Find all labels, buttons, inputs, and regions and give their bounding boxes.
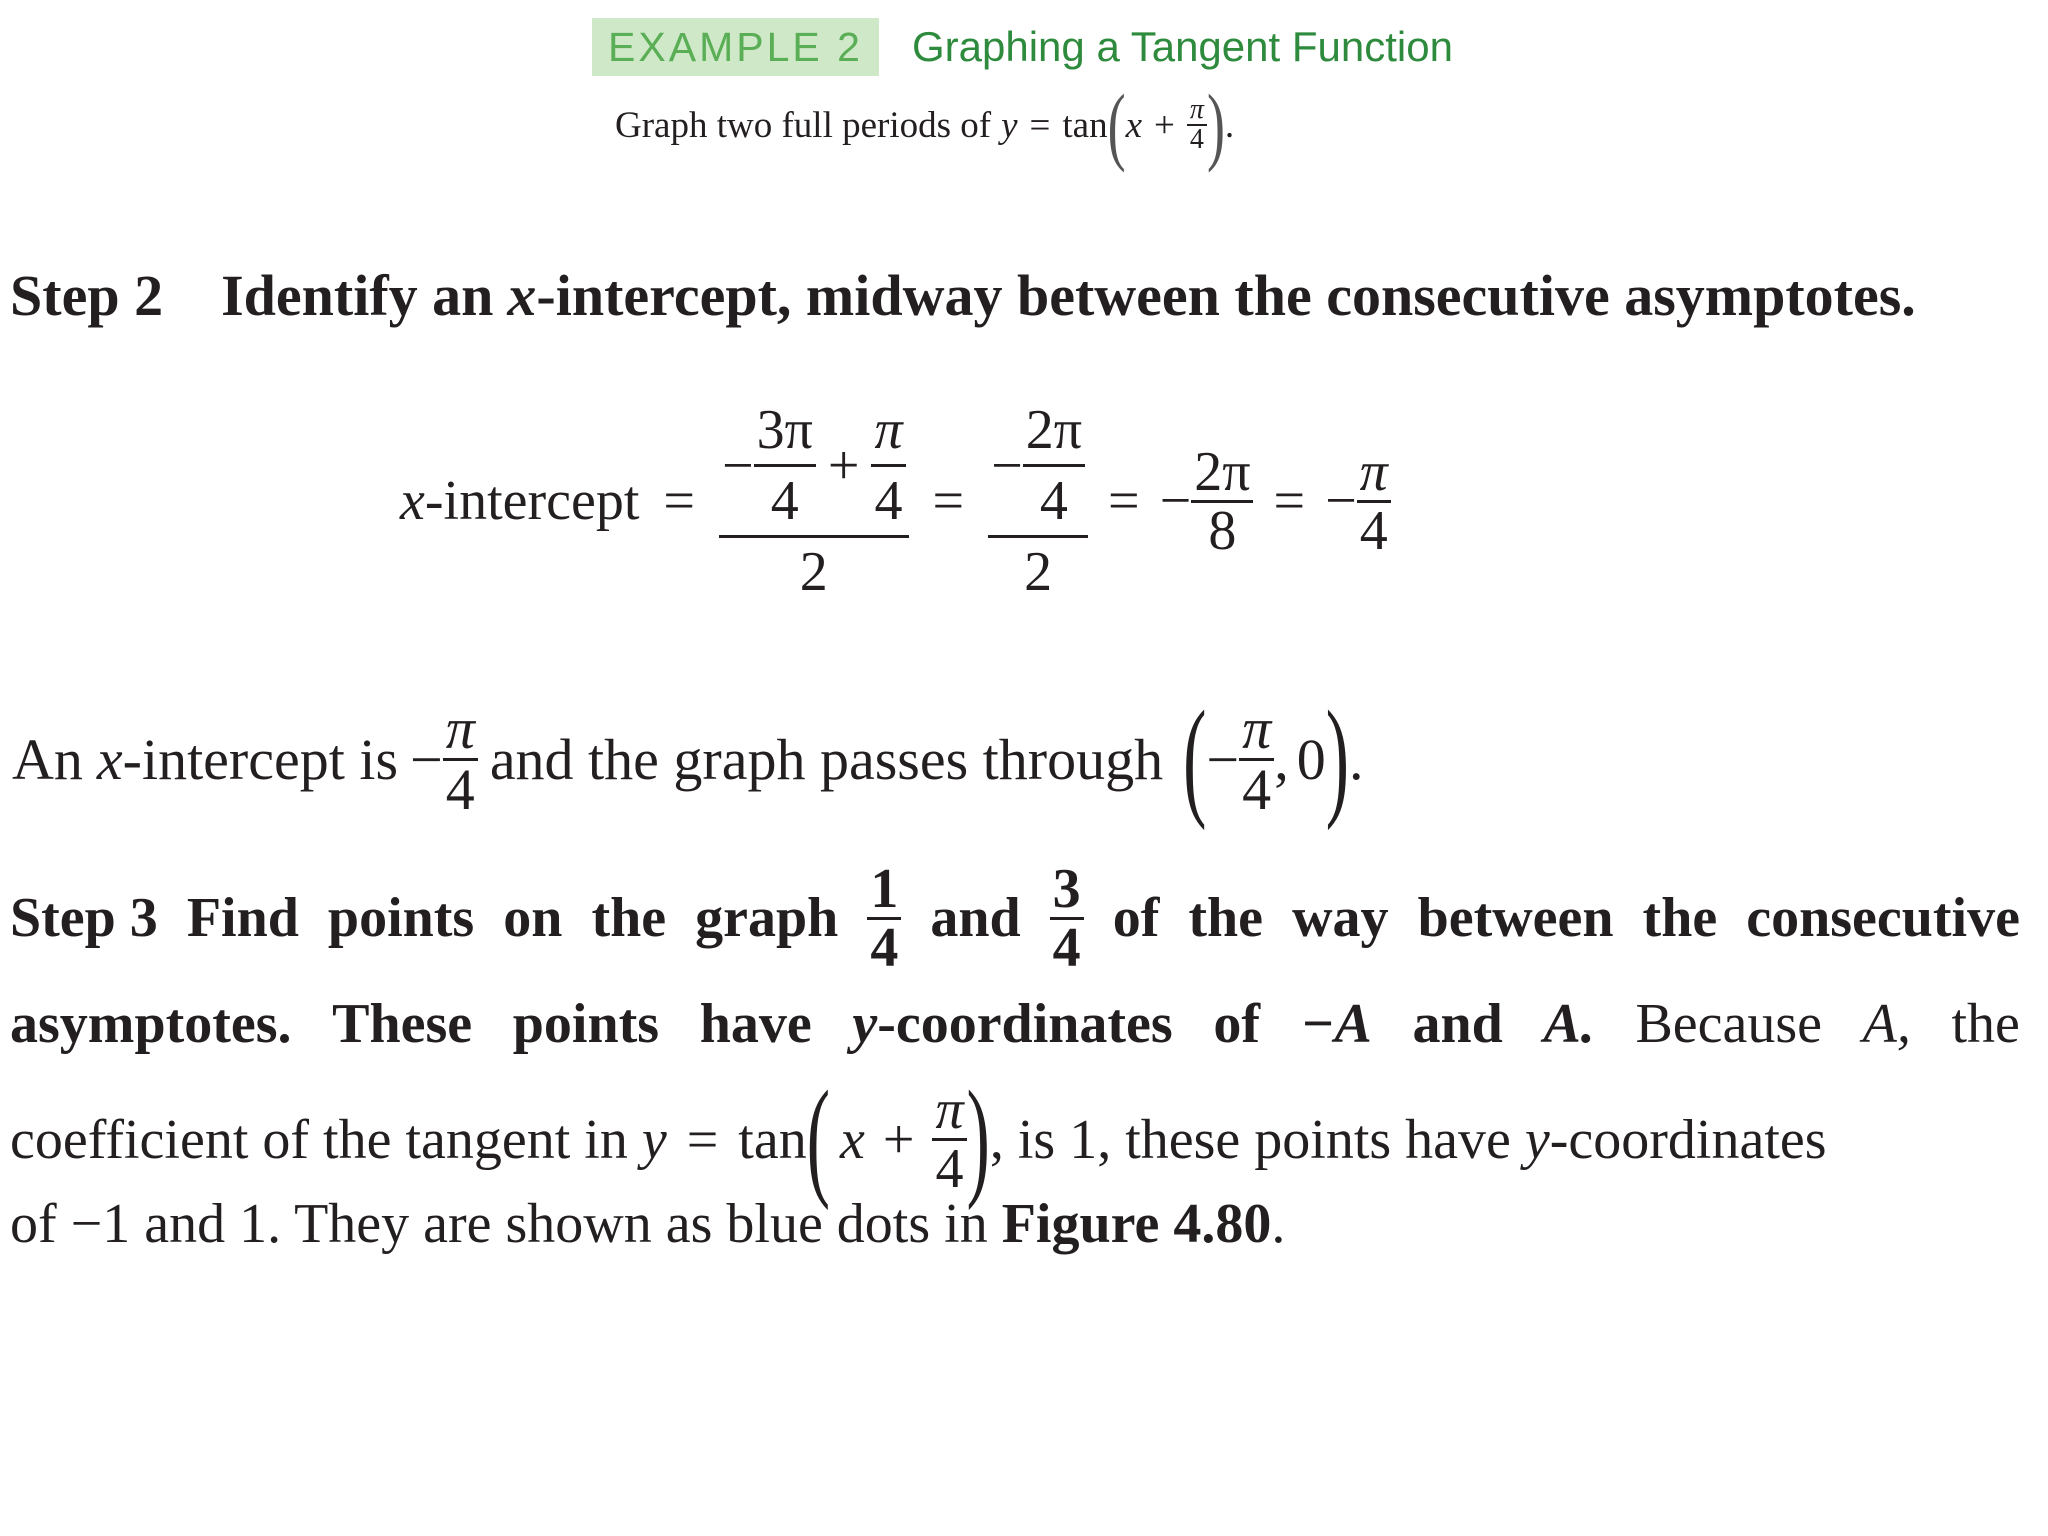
step3-period: . <box>1271 1193 1286 1255</box>
four: 4 <box>1052 916 1081 979</box>
four: 4 <box>870 916 899 979</box>
step3-word: Find <box>186 887 299 949</box>
three-pi-over-4 <box>754 399 816 532</box>
pi: π <box>874 399 903 461</box>
four: 4 <box>1039 470 1068 532</box>
two-pi-over-4 <box>1023 399 1085 532</box>
problem-y: y <box>1001 104 1018 146</box>
step3-label: Step 3 <box>10 887 158 949</box>
right-paren: ) <box>1206 77 1225 173</box>
problem-prefix: Graph two full periods of <box>615 104 992 146</box>
step3-word: way <box>1292 887 1389 949</box>
three-pi: 3π <box>756 399 813 461</box>
point-zero: 0 <box>1296 727 1326 792</box>
step3-word: of <box>1213 993 1260 1055</box>
step3-y-coordinates: y-coordinates <box>852 993 1173 1055</box>
point-comma: , <box>1274 727 1289 792</box>
two-pi-over-8 <box>1191 440 1253 562</box>
pi-over-4 <box>871 399 905 532</box>
step3-line-1 <box>10 857 2020 979</box>
a-variable: A, <box>1862 993 1911 1055</box>
problem-period: . <box>1224 104 1235 146</box>
step3-word: the <box>1642 887 1718 949</box>
pi: π <box>1242 696 1272 761</box>
pi-over-4 <box>443 696 478 822</box>
fraction-bar <box>988 535 1088 538</box>
one: 1 <box>870 857 899 920</box>
step3-word: These <box>332 993 473 1055</box>
eq-fraction-1-denominator: 2 <box>799 541 828 603</box>
fraction-bar <box>871 464 905 467</box>
one-fourth-fraction <box>867 857 901 979</box>
right-paren: ) <box>1325 685 1350 832</box>
step3-line-2 <box>10 992 2020 1056</box>
step2-label: Step 2 <box>10 263 164 328</box>
step3-word: the <box>591 887 667 949</box>
eq-fraction-2-denominator: 2 <box>1024 541 1053 603</box>
step3-text: coefficient of the tangent in <box>10 1108 628 1171</box>
three-fourths-fraction <box>1050 857 1084 979</box>
left-paren: ( <box>1107 77 1126 173</box>
step3-word: have <box>699 993 812 1055</box>
four: 4 <box>874 470 903 532</box>
step3-word: between <box>1417 887 1614 949</box>
y-variable: y <box>1524 1108 1550 1171</box>
eq-equals-3: = <box>1108 470 1140 532</box>
step3-word: graph <box>695 887 839 949</box>
problem-plus: + <box>1154 104 1175 146</box>
y-variable: y <box>641 1108 667 1171</box>
tan: tan <box>738 1108 807 1171</box>
right-paren: ) <box>966 1065 990 1212</box>
eq-equals-4: = <box>1273 470 1306 532</box>
eq-equals-2: = <box>932 470 965 532</box>
fraction-bar <box>1023 464 1085 467</box>
point-pi-over-4 <box>1239 696 1274 822</box>
step3-line-3 <box>10 1065 2020 1212</box>
step2-heading <box>10 262 1916 329</box>
eq-fraction-2-numerator <box>988 399 1088 532</box>
example-title: Graphing a Tangent Function <box>912 23 1453 70</box>
pi: π <box>445 696 475 761</box>
step3-text: , is 1, these points have <box>989 1108 1511 1171</box>
pi-over-4 <box>932 1079 966 1200</box>
equals: = <box>686 1108 719 1171</box>
intercept-sentence <box>12 685 1364 832</box>
fraction-bar <box>719 535 909 538</box>
left-paren: ( <box>806 1065 831 1212</box>
eq-minus-3: − <box>1159 470 1192 532</box>
eight: 8 <box>1208 499 1237 562</box>
eq-lhs-text: -intercept <box>424 470 640 532</box>
step3-word: the <box>1951 993 2020 1055</box>
four: 4 <box>1359 499 1388 562</box>
example-badge: EXAMPLE 2 <box>608 24 863 70</box>
pi-over-4-fraction <box>1187 96 1207 154</box>
intercept-text-a: An <box>12 727 83 792</box>
step2-text-a: Identify an <box>221 263 494 328</box>
negative-a: −A <box>1300 993 1372 1055</box>
two-pi: 2π <box>1025 399 1082 461</box>
pi-over-4-result <box>1357 440 1391 562</box>
eq-lhs-x: x <box>400 470 425 532</box>
four: 4 <box>770 470 799 532</box>
four: 4 <box>1242 757 1272 822</box>
three: 3 <box>1052 857 1081 920</box>
intercept-x: x <box>96 727 123 792</box>
eq-minus-4: − <box>1325 470 1357 532</box>
step2-text-b: -intercept, midway between the consecutive asymptotes. <box>536 263 1916 328</box>
step3-word: and <box>930 887 1021 949</box>
figure-reference: Figure 4.80 <box>1001 1193 1272 1255</box>
fraction-numerator: π <box>1189 94 1204 125</box>
eq-plus: + <box>827 434 860 497</box>
step3-text: -coordinates <box>1549 1108 1827 1171</box>
fraction-bar <box>754 464 816 467</box>
step3-word: on <box>503 887 563 949</box>
pi: π <box>935 1079 964 1141</box>
step3-word: the <box>1188 887 1264 949</box>
problem-tan: tan <box>1062 104 1108 146</box>
four: 4 <box>935 1138 964 1200</box>
eq-equals-1: = <box>663 470 695 532</box>
x-intercept-equation <box>400 399 1391 603</box>
step3-line-4 <box>10 1192 1285 1256</box>
step3-word: and <box>1412 993 1503 1055</box>
eq-fraction-1-numerator <box>719 399 909 532</box>
step3-word: Because <box>1635 993 1823 1055</box>
eq-fraction-1 <box>719 399 909 603</box>
eq-minus-1: − <box>722 434 754 497</box>
step3-word: consecutive <box>1746 887 2020 949</box>
intercept-text-b: -intercept is <box>122 727 399 792</box>
a-label: A. <box>1543 993 1595 1055</box>
step2-x: x <box>507 263 537 328</box>
intercept-text-c: and the graph passes through <box>489 727 1164 792</box>
intercept-period: . <box>1349 727 1364 792</box>
plus: + <box>882 1108 915 1171</box>
step3-text: of −1 and 1. They are shown as blue dots in <box>10 1193 988 1255</box>
intercept-minus: − <box>410 727 443 792</box>
problem-equals: = <box>1029 104 1051 146</box>
step3-word: points <box>512 993 660 1055</box>
pi: π <box>1359 440 1388 503</box>
eq-minus-2: − <box>991 434 1023 497</box>
fraction-denominator: 4 <box>1189 124 1204 155</box>
step3-word: of <box>1112 887 1160 949</box>
four: 4 <box>445 757 475 822</box>
step3-word: points <box>327 887 475 949</box>
problem-statement <box>615 77 1235 173</box>
eq-fraction-2 <box>988 399 1088 603</box>
step3-word: asymptotes. <box>10 993 292 1055</box>
left-paren: ( <box>1183 685 1207 832</box>
point-minus: − <box>1206 727 1240 792</box>
problem-x: x <box>1125 104 1143 146</box>
x-variable: x <box>840 1108 865 1171</box>
two-pi: 2π <box>1194 440 1251 503</box>
